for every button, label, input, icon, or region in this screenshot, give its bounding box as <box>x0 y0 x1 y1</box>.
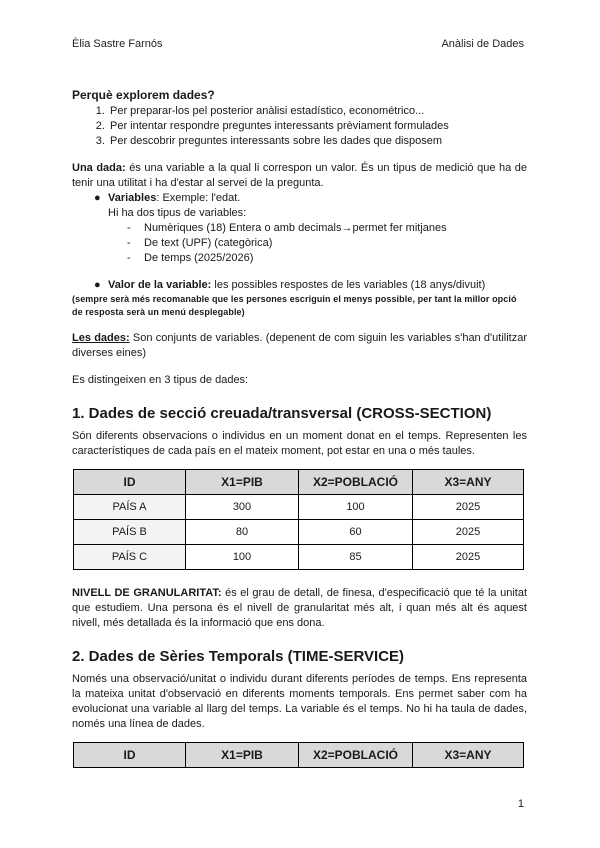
valor-term: Valor de la variable: <box>108 279 212 291</box>
list-item: - De temps (2025/2026) <box>127 252 254 264</box>
list-item: ● Variables: Exemple: l'edat. <box>94 192 241 204</box>
table-cell: PAÍS A <box>74 495 186 520</box>
list-item: ● Valor de la variable: les possibles respostes de les variables (18 anys/divuit) <box>94 279 486 291</box>
granularity-term: NIVELL DE GRANULARITAT: <box>72 587 222 599</box>
list-item: 1. Per preparar-los pel posterior anàlisi estadístico, econométrico... <box>108 104 527 119</box>
page-number: 1 <box>517 798 524 810</box>
valor-bullets <box>72 278 527 293</box>
table-header: ID <box>74 470 186 495</box>
table-cell: 2025 <box>413 520 524 545</box>
granularity-text: és el grau de detall, de finesa, d'especificació que té la unitat que estudiem. Una persona és el nivell de granularitat més alt, i quan més alt és aquest nivell, més detallada és la informació que ens dona. <box>72 587 527 629</box>
table-cell: 80 <box>186 520 299 545</box>
table-cell: 300 <box>186 495 299 520</box>
section2-title: 2. Dades de Sèries Temporals (TIME-SERVICE) <box>72 648 405 665</box>
header-author: Èlia Sastre Farnós <box>72 38 163 50</box>
dada-definition <box>72 161 527 191</box>
table-cell: 2025 <box>413 495 524 520</box>
table-cell: 2025 <box>413 545 524 570</box>
table-cell: 60 <box>299 520 413 545</box>
table-header: X1=PIB <box>186 743 299 768</box>
dada-note: (sempre serà més recomanable que les persones escriguin el menys possible, per tant la millor opció de resposta serà un menú desplegable) <box>72 294 517 317</box>
table-row <box>74 545 524 570</box>
dada-text: és una variable a la qual li correspon un valor. És un tipus de medició que ha de tenir una utilitat i ha d'estar al servei de la pregunta. <box>72 162 527 189</box>
intro-title: Perquè explorem dades? <box>72 88 215 102</box>
list-item: - Numèriques (18) Entera o amb decimals→permet fer mitjanes <box>127 222 447 234</box>
les-dades-term: Les dades: <box>72 332 130 344</box>
table-header: X3=ANY <box>413 743 524 768</box>
table-header: X2=POBLACIÓ <box>299 470 413 495</box>
dada-bullets <box>72 191 527 206</box>
granularity-paragraph <box>72 586 527 631</box>
table-cell: 100 <box>186 545 299 570</box>
table-cell: 85 <box>299 545 413 570</box>
section1-text: Són diferents observacions o individus en un moment donat en el temps. Representen les característiques de cada país en el mateix moment, pot estar en una o més taules. <box>72 430 527 457</box>
list-item: - De text (UPF) (categòrica) <box>127 237 273 249</box>
valor-text: les possibles respostes de les variables (18 anys/divuit) <box>211 279 486 291</box>
dada-term: Una dada: <box>72 162 126 174</box>
types-line: Es distingeixen en 3 tipus de dades: <box>72 374 249 386</box>
time-series-table <box>73 742 524 768</box>
les-dades-text: Son conjunts de variables. (depenent de com siguin les variables s'han d'utilitzar diverses eines) <box>72 332 527 359</box>
list-item: 2. Per intentar respondre preguntes interessants prèviament formulades <box>108 119 527 134</box>
table-row <box>74 495 524 520</box>
les-dades-definition <box>72 331 527 361</box>
list-item: 3. Per descobrir preguntes interessants sobre les dades que disposem <box>108 134 527 149</box>
document-body <box>72 88 527 768</box>
table-row <box>74 520 524 545</box>
table-header-row <box>74 743 524 768</box>
header-subject: Anàlisi de Dades <box>441 38 524 50</box>
table-header: ID <box>74 743 186 768</box>
section1-title: 1. Dades de secció creuada/transversal (CROSS-SECTION) <box>72 405 492 422</box>
table-header: X2=POBLACIÓ <box>299 743 413 768</box>
table-cell: PAÍS C <box>74 545 186 570</box>
table-cell: 100 <box>299 495 413 520</box>
types-intro: Hi ha dos tipus de variables: <box>108 207 247 219</box>
table-header: X3=ANY <box>413 470 524 495</box>
table-header: X1=PIB <box>186 470 299 495</box>
variables-text: : Exemple: l'edat. <box>156 192 241 204</box>
cross-section-table <box>73 469 524 570</box>
variables-term: Variables <box>108 192 157 204</box>
table-cell: PAÍS B <box>74 520 186 545</box>
purpose-list <box>72 104 527 149</box>
table-header-row <box>74 470 524 495</box>
section2-text: Només una observació/unitat o individu durant diferents períodes de temps. Ens representa la mateixa unitat d'observació en diferents moments temporals. Ens permet saber com ha evolucionat una variable al llarg del temps. La variable és el temps. No hi ha taula de dades, només una línea de dades. <box>72 673 527 730</box>
